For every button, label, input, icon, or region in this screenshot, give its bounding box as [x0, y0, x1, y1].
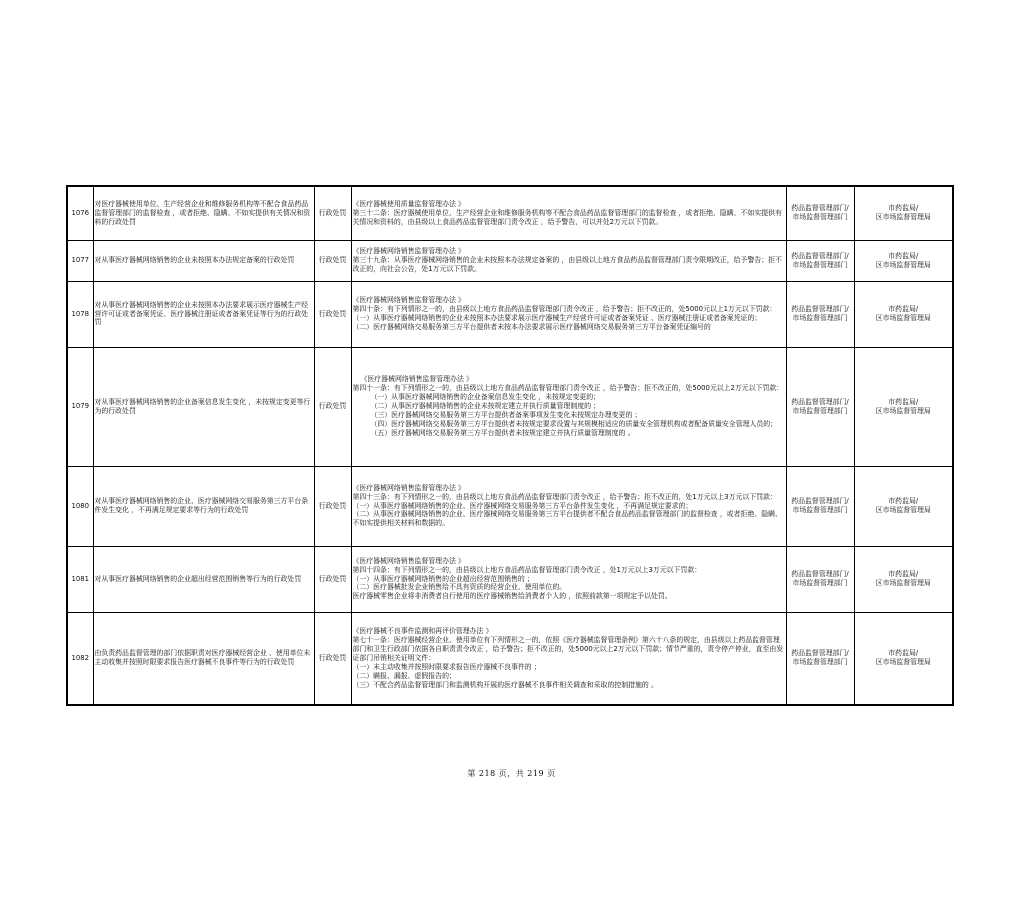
department-line: 药品监督管理部门/	[791, 251, 849, 260]
enforcement-table	[66, 185, 954, 706]
page-number-footer: 第 218 页，共 219 页	[467, 769, 556, 778]
responsible-agency	[854, 466, 953, 546]
legal-basis-line: 《医疗器械网络销售监督管理办法 》	[360, 375, 473, 384]
legal-basis-line: （一）未主动收集并按照时限要求报告医疗器械不良事件的 ；	[352, 662, 541, 671]
penalty-category: 行政处罚	[314, 546, 351, 612]
department-line: 药品监督管理部门/	[791, 497, 849, 506]
legal-basis-line: （五）医疗器械网络交易服务第三方平台提供者未按规定建立并执行质量管理制度的 。	[370, 428, 635, 437]
penalty-category: 行政处罚	[314, 466, 351, 546]
legal-basis-line: 《医疗器械不良事件监测和再评价管理办法 》	[352, 626, 493, 635]
legal-basis-line: （二）医疗器械批发企业销售给不具有资质的经营企业、使用单位的。	[352, 583, 567, 592]
department-line: 市场监督管理部门	[792, 658, 848, 667]
legal-basis	[351, 546, 786, 612]
penalty-item-name: 由负责药品监督管理的部门依据职责对医疗器械经营企业 、使用单位未主动收集并按照时限要求报告医疗器械不良事件等行为的行政处罚	[93, 612, 314, 705]
legal-basis-line: 第三十九条：从事医疗器械网络销售的企业未按照本办法规定备案的 ，由县级以上地方食品药品监督管理部门责令限期改正，给予警告；拒不改正的，向社会公告，处1万元以下罚款。	[352, 256, 782, 273]
penalty-category: 行政处罚	[314, 347, 351, 466]
agency-line: 市药监局/	[888, 497, 919, 506]
agency-line: 区市场监督管理局	[875, 579, 931, 587]
table-body	[67, 186, 953, 705]
agency-line: 市药监局/	[888, 397, 919, 406]
department-line: 市场监督管理部门	[792, 260, 848, 269]
legal-basis-line: （二）从事医疗器械网络销售的企业未按规定建立并执行质量管理制度的 ；	[370, 402, 601, 411]
responsible-agency	[854, 186, 953, 240]
enforcement-department	[786, 281, 854, 347]
table-row	[67, 612, 953, 705]
penalty-item-name: 对从事医疗器械网络销售的企业未按照本办法要求展示医疗器械生产经营许可证或者备案凭证、医疗器械注册证或者备案凭证等行为的行政处罚	[93, 281, 314, 347]
row-number: 1081	[67, 546, 93, 612]
penalty-category: 行政处罚	[314, 186, 351, 240]
table-row	[67, 240, 953, 281]
row-number: 1080	[67, 466, 93, 546]
department-line: 药品监督管理部门/	[791, 204, 849, 213]
legal-basis-line: 《医疗器械网络销售监督管理办法 》	[352, 556, 465, 565]
penalty-category: 行政处罚	[314, 281, 351, 347]
agency-line: 市药监局/	[888, 251, 919, 260]
legal-basis	[351, 612, 786, 705]
legal-basis-line: 第四十一条：有下列情形之一的，由县级以上地方食品药品监督管理部门责令改正 ，给予警告；拒不改正的，处5000元以上2万元以下罚款：	[352, 384, 784, 393]
responsible-agency	[854, 281, 953, 347]
legal-basis	[351, 347, 786, 466]
legal-basis	[351, 186, 786, 240]
responsible-agency	[854, 240, 953, 281]
enforcement-department	[786, 240, 854, 281]
table-row	[67, 347, 953, 466]
enforcement-department	[786, 466, 854, 546]
penalty-category: 行政处罚	[314, 240, 351, 281]
legal-basis-line: （三）医疗器械网络交易服务第三方平台提供者备案事项发生变化未按规定办理变更的 ；	[370, 410, 642, 419]
enforcement-department	[786, 347, 854, 466]
table-row	[67, 546, 953, 612]
department-line: 药品监督管理部门/	[791, 397, 849, 406]
responsible-agency	[854, 612, 953, 705]
legal-basis	[351, 466, 786, 546]
row-number: 1076	[67, 186, 93, 240]
department-line: 市场监督管理部门	[792, 506, 848, 514]
table-row	[67, 186, 953, 240]
agency-line: 区市场监督管理局	[875, 260, 931, 269]
responsible-agency	[854, 546, 953, 612]
agency-line: 区市场监督管理局	[875, 213, 931, 222]
agency-line: 区市场监督管理局	[875, 406, 931, 415]
enforcement-department	[786, 186, 854, 240]
department-line: 市场监督管理部门	[792, 213, 848, 222]
legal-basis-line: 《医疗器械网络销售监督管理办法 》	[352, 247, 465, 256]
legal-basis-line: （二）从事医疗器械网络销售的企业、医疗器械网络交易服务第三方平台提供者不配合食品药品监督管理部门的监督检查 ，或者拒绝、隐瞒、不如实提供相关材料和数据的。	[352, 510, 782, 528]
legal-basis-line: 第四十三条：有下列情形之一的，由县级以上地方食品药品监督管理部门责令改正 ，给予警告；拒不改正的，处1万元以上3万元以下罚款：	[352, 492, 777, 501]
legal-basis-line: 第四十条：有下列情形之一的，由县级以上地方食品药品监督管理部门责令改正 ，给予警告；拒不改正的，处5000元以上1万元以下罚款：	[352, 305, 777, 314]
legal-basis	[351, 281, 786, 347]
row-number: 1079	[67, 347, 93, 466]
legal-basis-line: （一）从事医疗器械网络销售的企业、医疗器械网络交易服务第三方平台条件发生变化 ，不再满足规定要求的；	[352, 501, 693, 510]
legal-basis-line: （一）从事医疗器械网络销售的企业超出经营范围销售的 ；	[352, 574, 534, 583]
agency-line: 市药监局/	[888, 649, 919, 658]
agency-line: 区市场监督管理局	[875, 658, 931, 667]
penalty-item-name: 对医疗器械使用单位、生产经营企业和维修服务机构等不配合食品药品监督管理部门的监督检查 ，或者拒绝、隐瞒、不如实提供有关情况和资料的行政处罚	[93, 186, 314, 240]
legal-basis-line: 《医疗器械网络销售监督管理办法 》	[352, 483, 465, 492]
penalty-item-name: 对从事医疗器械网络销售的企业备案信息发生变化 ，未按规定变更等行为的行政处罚	[93, 347, 314, 466]
legal-basis-line: （三）不配合药品监督管理部门和监测机构开展的医疗器械不良事件相关调查和采取的控制措施的 。	[352, 680, 658, 689]
department-line: 药品监督管理部门/	[791, 649, 849, 658]
row-number: 1078	[67, 281, 93, 347]
department-line: 市场监督管理部门	[792, 314, 848, 322]
legal-basis-line: （二）瞒报、漏报、虚假报告的；	[352, 671, 456, 680]
legal-basis-line: （四）医疗器械网络交易服务第三方平台提供者未按规定要求设置与其规模相适应的质量安全管理机构或者配备质量安全管理人员的；	[370, 419, 778, 428]
table-row	[67, 281, 953, 347]
enforcement-department	[786, 612, 854, 705]
department-line: 市场监督管理部门	[792, 406, 848, 415]
legal-basis-line: 第七十一条：医疗器械经营企业、使用单位有下列情形之一的，依照《医疗器械监督管理条例》第六十八条的规定，由县级以上药品监督管理部门和卫生行政部门依据各自职责责令改正 ，给予警告；拒不改正的，处5000元以上2万元以下罚款；情节严重的，责令停产停业，直至由发证部门吊销相关证明文件：	[352, 635, 784, 662]
agency-line: 区市场监督管理局	[875, 314, 931, 322]
responsible-agency	[854, 347, 953, 466]
agency-line: 市药监局/	[888, 305, 919, 314]
penalty-item-name: 对从事医疗器械网络销售的企业、医疗器械网络交易服务第三方平台条件发生变化 ，不再满足规定要求等行为的行政处罚	[93, 466, 314, 546]
agency-line: 市药监局/	[888, 204, 919, 213]
agency-line: 市药监局/	[888, 570, 919, 579]
row-number: 1077	[67, 240, 93, 281]
department-line: 市场监督管理部门	[792, 579, 848, 587]
penalty-category: 行政处罚	[314, 612, 351, 705]
legal-basis-line: （二）医疗器械网络交易服务第三方平台提供者未按本办法要求展示医疗器械网络交易服务第三方平台备案凭证编号的	[352, 322, 711, 331]
department-line: 药品监督管理部门/	[791, 305, 849, 314]
table-row	[67, 466, 953, 546]
enforcement-department	[786, 546, 854, 612]
row-number: 1082	[67, 612, 93, 705]
legal-basis-line: （一）从事医疗器械网络销售的企业未按照本办法要求展示医疗器械生产经营许可证或者备案凭证 、医疗器械注册证或者备案凭证的；	[352, 314, 762, 322]
legal-basis-line: 医疗器械零售企业将非消费者自行使用的医疗器械销售给消费者个人的 ，依照前款第一项规定予以处罚。	[352, 592, 672, 601]
agency-line: 区市场监督管理局	[875, 506, 931, 514]
department-line: 药品监督管理部门/	[791, 570, 849, 579]
legal-basis-line: 《医疗器械网络销售监督管理办法 》	[352, 296, 465, 305]
legal-basis-line: （一）从事医疗器械网络销售的企业备案信息发生变化 ，未按规定变更的；	[370, 393, 601, 402]
penalty-item-name: 对从事医疗器械网络销售的企业超出经营范围销售等行为的行政处罚	[93, 546, 314, 612]
legal-basis-line: 第三十二条：医疗器械使用单位、生产经营企业和维修服务机构等不配合食品药品监督管理部门的监督检查 ，或者拒绝、隐瞒、不如实提供有关情况和资料的，由县级以上食品药品监督管理部门责令改正 ，给予警告，可以并处2万元以下罚款。	[352, 208, 782, 226]
penalty-item-name: 对从事医疗器械网络销售的企业未按照本办法规定备案的行政处罚	[93, 240, 314, 281]
legal-basis-line: 第四十四条：有下列情形之一的，由县级以上地方食品药品监督管理部门责令改正 ，处1万元以上3万元以下罚款：	[352, 565, 702, 574]
legal-basis-line: 《医疗器械使用质量监督管理办法 》	[352, 199, 465, 208]
legal-basis	[351, 240, 786, 281]
